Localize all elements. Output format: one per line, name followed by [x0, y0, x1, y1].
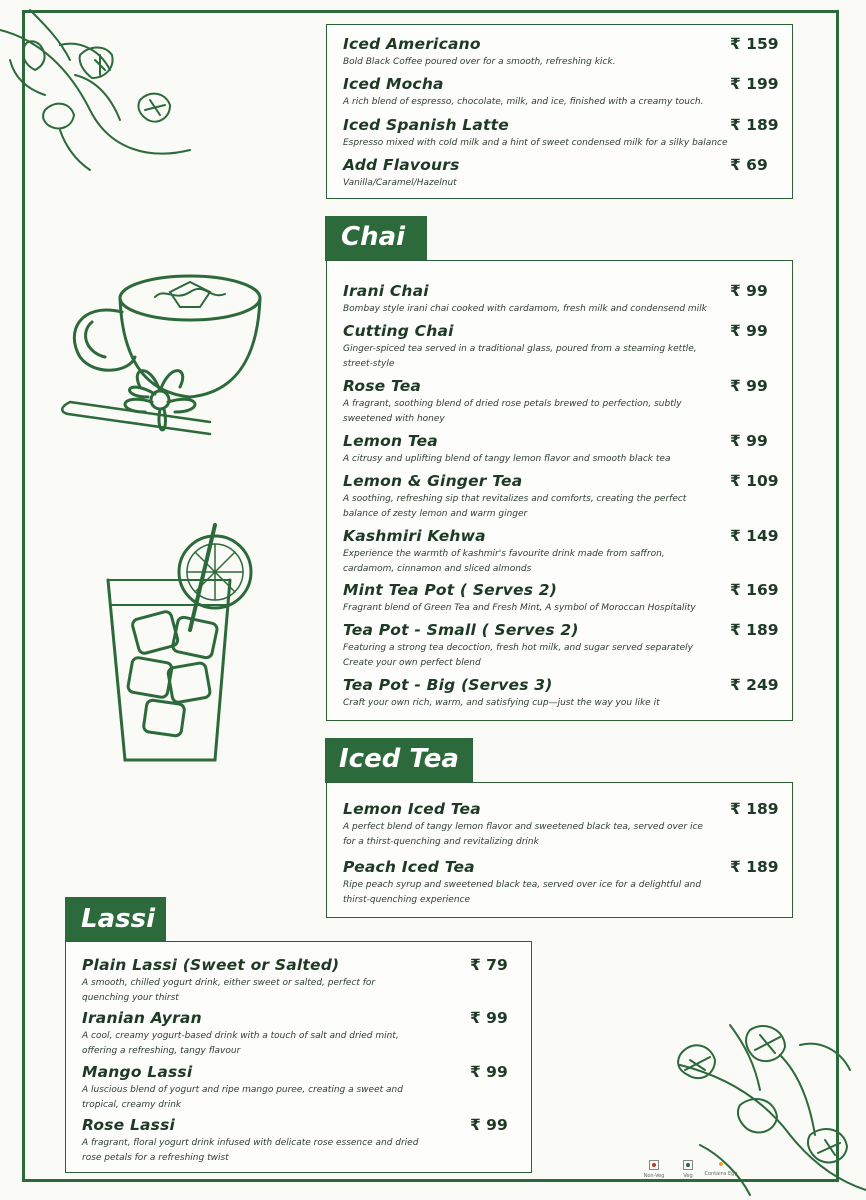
menu-item [82, 1009, 422, 1059]
menu-item [343, 75, 733, 110]
item-name: Rose Tea [343, 377, 422, 395]
item-price: ₹ 189 [730, 116, 779, 134]
iced-tea-section-panel [326, 782, 793, 918]
item-description: A fragrant, floral yogurt drink infused with delicate rose essence and dried rose petals for a refreshing twist [82, 1138, 419, 1163]
item-price: ₹ 99 [730, 432, 768, 450]
item-name: Cutting Chai [343, 322, 454, 340]
item-name: Iced Mocha [343, 75, 444, 93]
menu-item [343, 581, 723, 616]
item-description: Experience the warmth of kashmir's favourite drink made from saffron, cardamom, cinnamon and sliced almonds [343, 549, 665, 574]
item-description: A perfect blend of tangy lemon flavor and sweetened black tea, served over ice for a thirst-quenching and revitalizing drink [343, 822, 703, 847]
legend-contains-egg [702, 1160, 740, 1177]
egg-symbol-icon [717, 1160, 725, 1168]
legend-label: Veg [683, 1173, 693, 1179]
menu-item [343, 377, 713, 427]
item-description: Ripe peach syrup and sweetened black tea, served over ice for a delightful and thirst-quenching experience [343, 880, 702, 905]
item-price: ₹ 169 [730, 581, 779, 599]
item-price: ₹ 189 [730, 621, 779, 639]
menu-item [343, 282, 723, 317]
item-price: ₹ 199 [730, 75, 779, 93]
menu-item [343, 527, 683, 577]
item-price: ₹ 159 [730, 35, 779, 53]
item-name: Tea Pot - Big (Serves 3) [343, 676, 553, 694]
item-price: ₹ 189 [730, 800, 779, 818]
item-description: Craft your own rich, warm, and satisfying cup—just the way you like it [343, 698, 660, 708]
item-name: Peach Iced Tea [343, 858, 475, 876]
lassi-section-panel [65, 941, 532, 1173]
iced-drink-illustration [100, 520, 260, 770]
menu-item [343, 858, 718, 908]
legend-label: Non-Veg [643, 1173, 665, 1179]
item-description: A citrusy and uplifting blend of tangy lemon flavor and smooth black tea [343, 454, 671, 464]
item-description: Bold Black Coffee poured over for a smooth, refreshing kick. [343, 57, 616, 67]
tea-cup-illustration [60, 262, 270, 452]
non-veg-symbol-icon [649, 1160, 659, 1170]
coffee-section-panel [326, 24, 793, 199]
item-price: ₹ 99 [470, 1116, 508, 1134]
item-description: Vanilla/Caramel/Hazelnut [343, 178, 457, 188]
legend-non-veg [640, 1160, 668, 1179]
item-price: ₹ 109 [730, 472, 779, 490]
item-name: Lemon & Ginger Tea [343, 472, 523, 490]
item-price: ₹ 79 [470, 956, 508, 974]
item-price: ₹ 69 [730, 156, 768, 174]
item-name: Irani Chai [343, 282, 429, 300]
menu-item [343, 432, 723, 467]
item-name: Tea Pot - Small ( Serves 2) [343, 621, 579, 639]
item-name: Lemon Tea [343, 432, 438, 450]
menu-item [343, 800, 718, 850]
menu-item [82, 1116, 432, 1166]
menu-item [82, 956, 412, 1006]
item-price: ₹ 99 [730, 282, 768, 300]
item-description: A fragrant, soothing blend of dried rose petals brewed to perfection, subtly sweetened with honey [343, 399, 682, 424]
item-price: ₹ 149 [730, 527, 779, 545]
item-description: Espresso mixed with cold milk and a hint of sweet condensed milk for a silky balance [343, 138, 728, 148]
item-name: Rose Lassi [82, 1116, 176, 1134]
item-description: A smooth, chilled yogurt drink, either sweet or salted, perfect for quenching your thirst [82, 978, 376, 1003]
menu-item [343, 156, 733, 191]
item-description: Featuring a strong tea decoction, fresh hot milk, and sugar served separately Create your own perfect blend [343, 643, 693, 668]
item-name: Iced Spanish Latte [343, 116, 509, 134]
item-name: Lemon Iced Tea [343, 800, 481, 818]
section-header-iced-tea: Iced Tea [325, 738, 473, 783]
item-price: ₹ 99 [730, 322, 768, 340]
item-price: ₹ 99 [730, 377, 768, 395]
item-price: ₹ 249 [730, 676, 779, 694]
item-name: Kashmiri Kehwa [343, 527, 486, 545]
item-name: Mint Tea Pot ( Serves 2) [343, 581, 558, 599]
section-header-lassi: Lassi [65, 897, 166, 942]
item-description: A cool, creamy yogurt-based drink with a touch of salt and dried mint, offering a refreshing, tangy flavour [82, 1031, 399, 1056]
item-description: Fragrant blend of Green Tea and Fresh Mint, A symbol of Moroccan Hospitality [343, 603, 696, 613]
item-name: Iced Americano [343, 35, 481, 53]
item-name: Plain Lassi (Sweet or Salted) [82, 956, 340, 974]
legend-veg [676, 1160, 700, 1179]
menu-item [343, 322, 713, 372]
legend-label: Contains Egg [704, 1171, 738, 1177]
floral-decoration-top-left [0, 0, 200, 185]
item-name: Iranian Ayran [82, 1009, 202, 1027]
item-description: A rich blend of espresso, chocolate, milk, and ice, finished with a creamy touch. [343, 97, 704, 107]
item-description: Ginger-spiced tea served in a traditional glass, poured from a steaming kettle, street-style [343, 344, 697, 369]
item-price: ₹ 99 [470, 1009, 508, 1027]
item-price: ₹ 189 [730, 858, 779, 876]
item-description: A luscious blend of yogurt and ripe mango puree, creating a sweet and tropical, creamy drink [82, 1085, 403, 1110]
section-header-chai: Chai [325, 216, 427, 261]
menu-item [343, 472, 713, 522]
chai-section-panel [326, 260, 793, 721]
menu-item [82, 1063, 422, 1113]
item-price: ₹ 99 [470, 1063, 508, 1081]
item-description: Bombay style irani chai cooked with cardamom, fresh milk and condensend milk [343, 304, 707, 314]
item-description: A soothing, refreshing sip that revitalizes and comforts, creating the perfect balance of zesty lemon and warm ginger [343, 494, 687, 519]
veg-symbol-icon [683, 1160, 693, 1170]
menu-item [343, 116, 743, 151]
menu-item [343, 676, 723, 711]
item-name: Mango Lassi [82, 1063, 193, 1081]
menu-item [343, 621, 713, 671]
item-name: Add Flavours [343, 156, 460, 174]
menu-item [343, 35, 733, 70]
